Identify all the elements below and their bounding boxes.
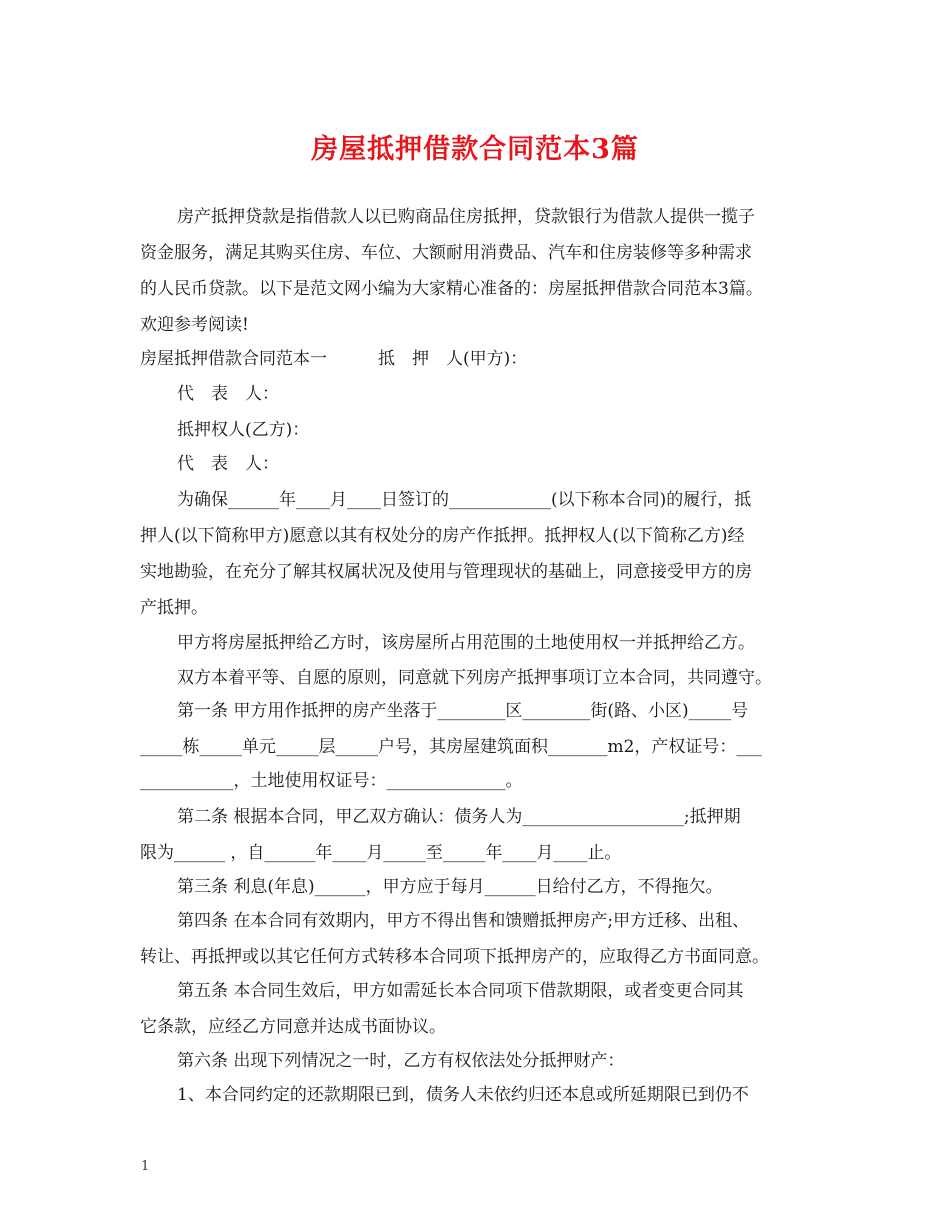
intro-line: 的人民币贷款。以下是范文网小编为大家精心准备的：房屋抵押借款合同范本3篇。 [140,279,763,299]
clause-line: 1、本合同约定的还款期限已到，债务人未依约归还本息或所延期限已到仍不 [177,1085,749,1105]
intro-line: 欢迎参考阅读! [140,315,249,335]
body-line: 甲方将房屋抵押给乙方时，该房屋所占用范围的土地使用权一并抵押给乙方。 [177,633,755,653]
body-line: 为确保______年____月____日签订的____________(以下称本合同)的履行，抵 [177,490,752,510]
intro-line: 房产抵押贷款是指借款人以已购商品住房抵押，贷款银行为借款人提供一揽子 [177,207,755,227]
document-title: 房屋抵押借款合同范本3篇 [311,134,639,165]
clause-line: 限为______ ，自______年____月_____至_____年____月____止。 [140,843,622,863]
clause-line: 第一条 甲方用作抵押的房产坐落于________区________街(路、小区)_____号 [177,701,749,721]
clause-line: 第二条 根据本合同，甲乙双方确认：债务人为___________________;抵押期 [177,807,741,827]
section-heading: 房屋抵押借款合同范本一 抵 押 人(甲方)： [140,349,528,369]
body-line: 实地勘验，在充分了解其权属状况及使用与管理现状的基础上，同意接受甲方的房 [140,562,752,582]
intro-line: 资金服务，满足其购买住房、车位、大额耐用消费品、汽车和住房装修等多种需求 [140,243,752,263]
body-line: 产抵押。 [140,598,208,618]
clause-line: ___________，土地使用权证号：______________。 [140,771,523,791]
page-number: 1 [141,1159,150,1174]
clause-line: 它条款，应经乙方同意并达成书面协议。 [140,1017,446,1037]
party-field: 代 表 人： [177,454,279,474]
body-line: 押人(以下简称甲方)愿意以其有权处分的房产作抵押。抵押权人(以下简称乙方)经 [140,526,745,546]
body-line: 双方本着平等、自愿的原则，同意就下列房产抵押事项订立本合同，共同遵守。 [177,668,772,688]
clause-line: _____栋_____单元_____层_____户号，其房屋建筑面积_______m2，产权证号：___ [140,737,762,757]
party-field: 代 表 人： [177,384,279,404]
party-field: 抵押权人(乙方)： [177,420,310,440]
clause-line: 第六条 出现下列情况之一时，乙方有权依法处分抵押财产： [177,1051,625,1071]
clause-line: 转让、再抵押或以其它任何方式转移本合同项下抵押房产的，应取得乙方书面同意。 [140,947,769,967]
clause-line: 第四条 在本合同有效期内，甲方不得出售和馈赠抵押房产;甲方迁移、出租、 [177,911,750,931]
clause-line: 第五条 本合同生效后，甲方如需延长本合同项下借款期限，或者变更合同其 [177,981,744,1001]
clause-line: 第三条 利息(年息)______，甲方应于每月______日给付乙方，不得拖欠。 [177,877,723,897]
